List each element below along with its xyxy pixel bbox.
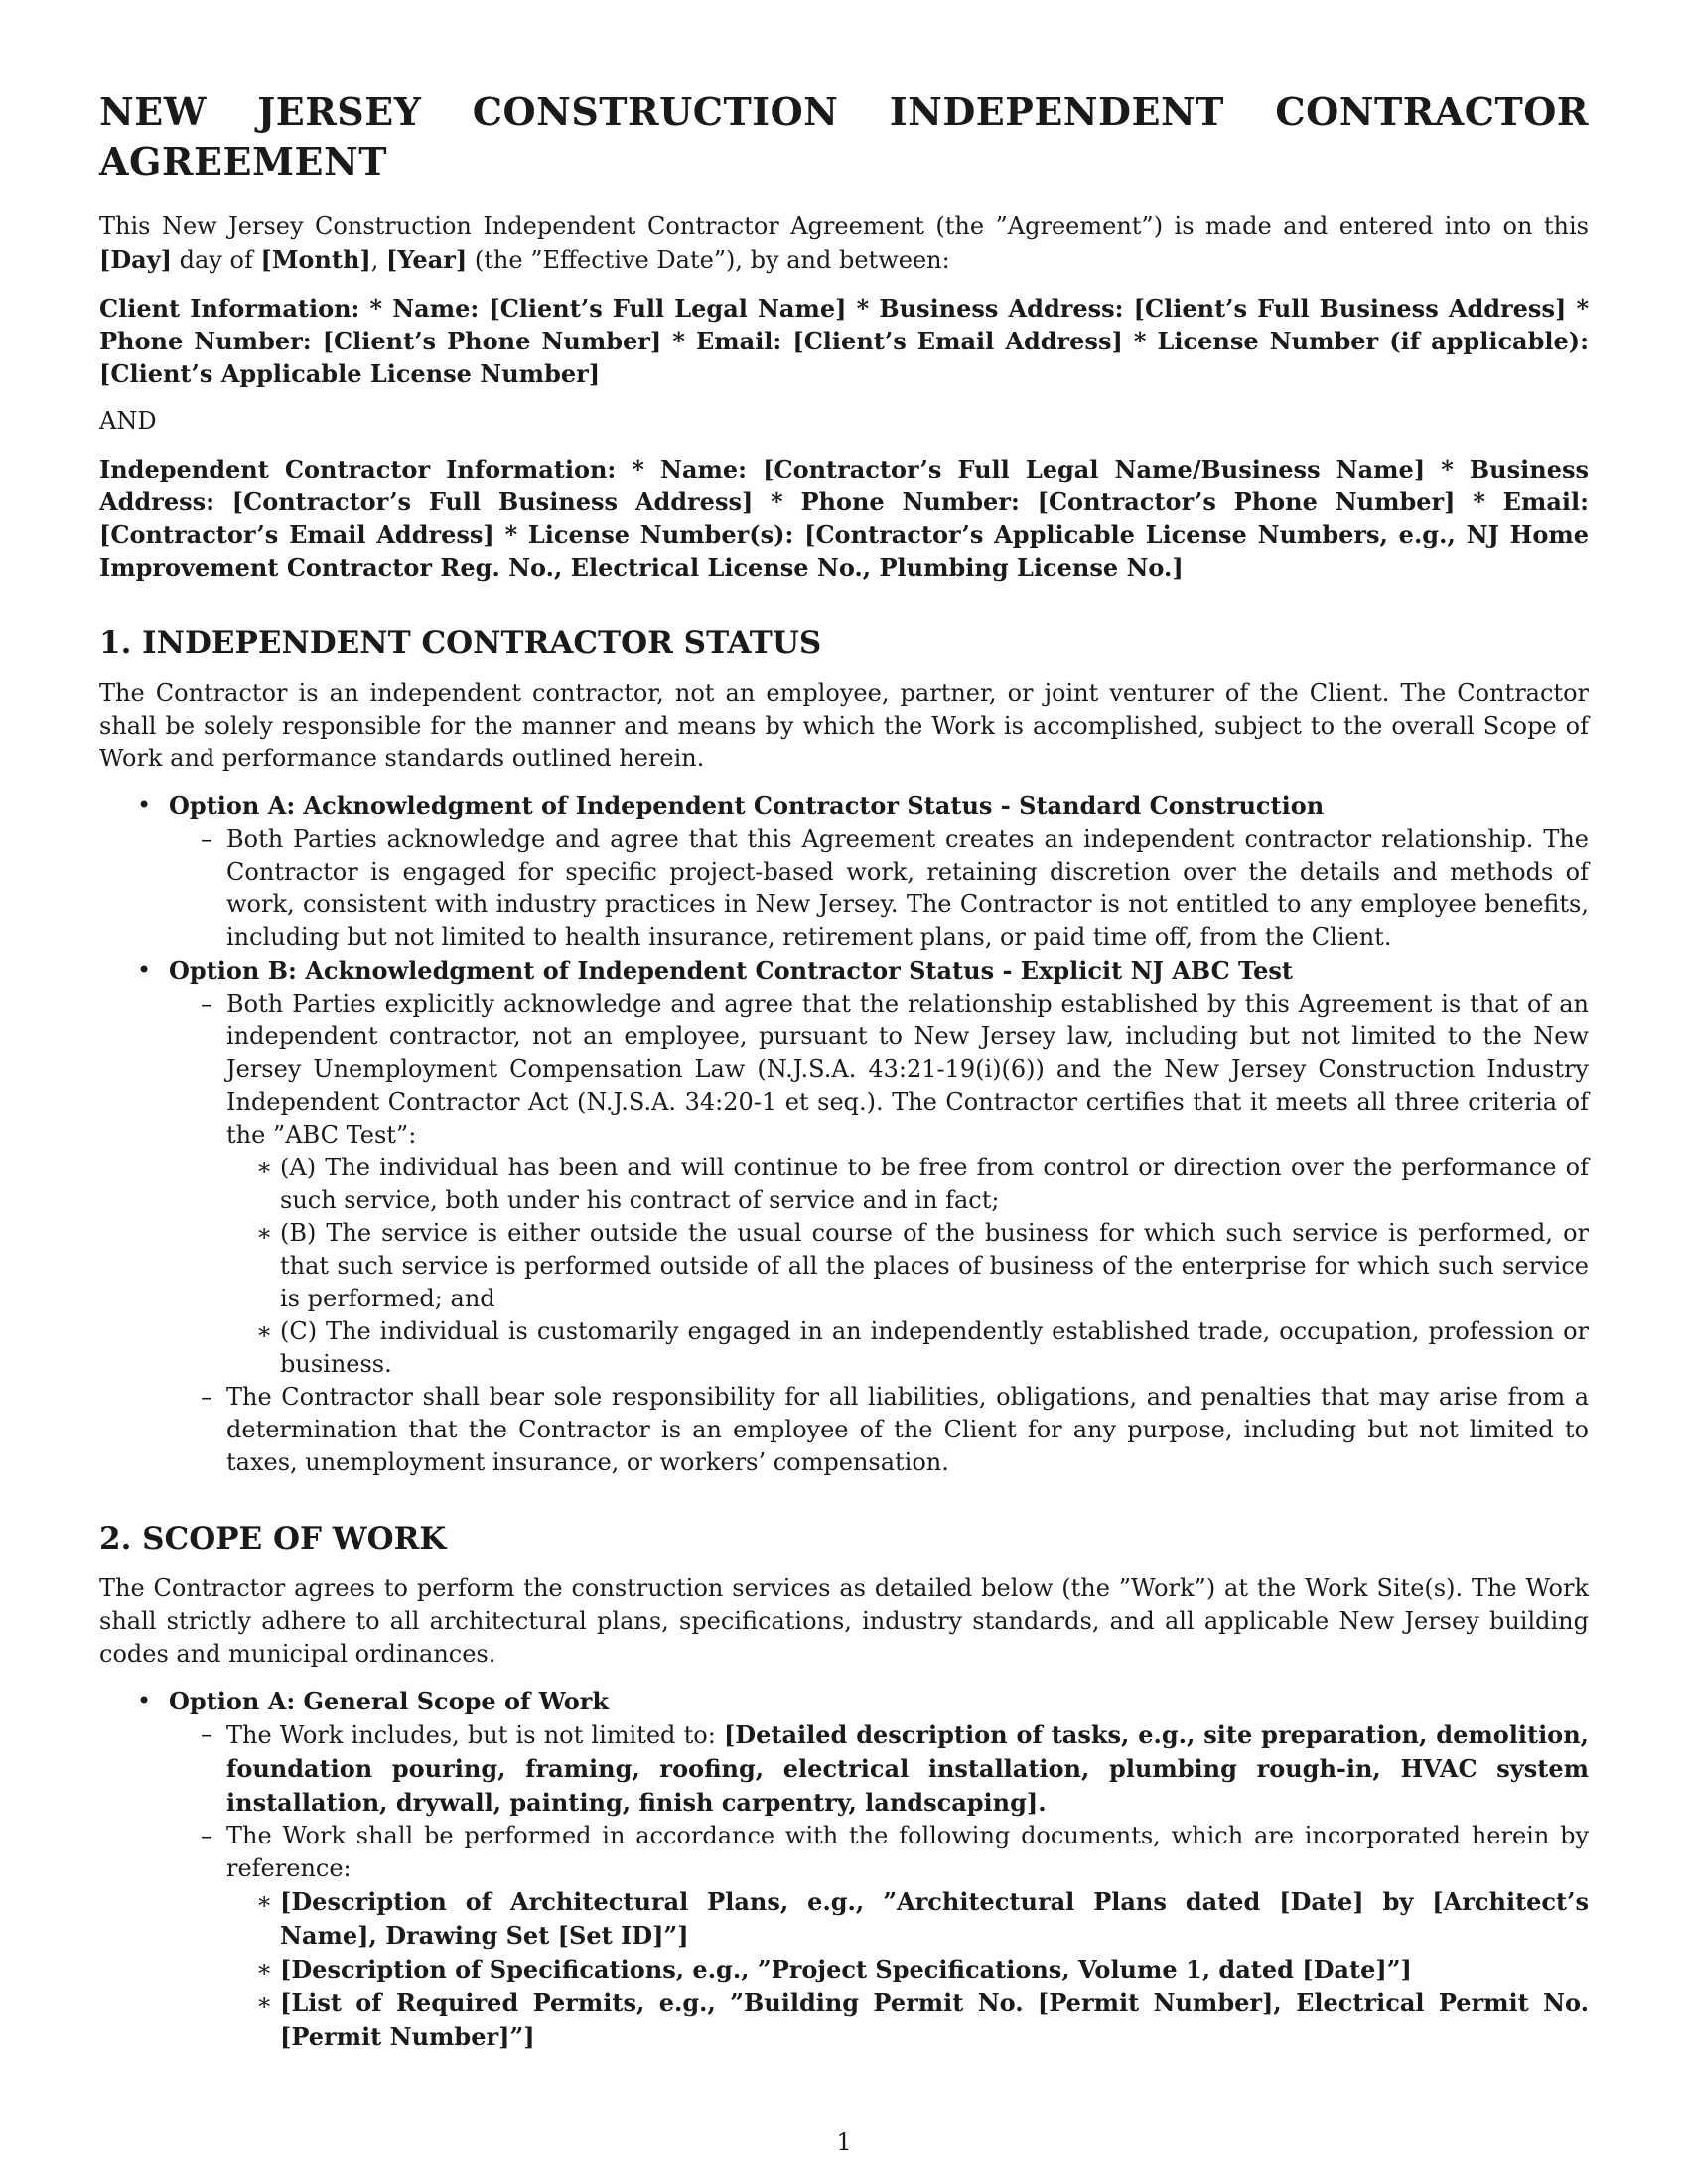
intro-text-1: This New Jersey Construction Independent Contractor Agreement (the ”Agreement”) is made and entered into on this: [99, 212, 1589, 240]
section-1-liability-text: – The Contractor shall bear sole responsibility for all liabilities, obligations, and penalties that may arise from a determination that the Contractor is an employee of the Client for any purpose, including but not limited to taxes, unemployment insurance, or workers’ compensation.: [169, 1381, 1589, 1479]
section-2-option-a-items: [169, 1718, 1589, 2054]
page-number: 1: [836, 2128, 852, 2156]
section-2-options: [99, 1685, 1589, 2054]
scope-document-specifications-text: [Description of Specifications, e.g., ”Project Specifications, Volume 1, dated [Date]”]: [280, 1955, 1412, 1983]
abc-criterion-b: ∗ (B) The service is either outside the usual course of the business for which such service is performed, or that such service is performed outside of all the places of business of the enterprise for which such service is performed; and: [226, 1217, 1589, 1315]
section-1-options: [99, 789, 1589, 1479]
scope-document-permits-text: [List of Required Permits, e.g., ”Building Permit No. [Permit Number], Electrical Permit No. [Permit Number]”]: [280, 1988, 1589, 2051]
abc-test-criteria: [226, 1152, 1589, 1381]
section-1-option-b-text: [169, 988, 1589, 1381]
abc-criterion-c: ∗ (C) The individual is customarily engaged in an independently established trade, occupation, profession or business.: [226, 1315, 1589, 1381]
intro-day: [Day]: [99, 245, 173, 274]
intro-text-4: (the ”Effective Date”), by and between:: [467, 246, 950, 274]
intro-text-3: ,: [370, 246, 387, 274]
section-1-heading: 1. INDEPENDENT CONTRACTOR STATUS: [99, 625, 822, 661]
scope-document-permits: [226, 1986, 1589, 2054]
document-title: NEW JERSEY CONSTRUCTION INDEPENDENT CONTRACTOR AGREEMENT: [99, 89, 1589, 184]
section-2-option-a: [99, 1685, 1589, 2054]
client-information: Client Information: * Name: [Client’s Full Legal Name] * Business Address: [Client’s Full Business Address] * Phone Number: [Client’s Phone Number] * Email: [Client’s Email Address] * License Number (if applicable): [Client’s Applicable License Number]: [99, 294, 1589, 388]
intro-paragraph: [99, 210, 1589, 277]
scope-documents-list: [226, 1885, 1589, 2054]
contractor-information: Independent Contractor Information: * Name: [Contractor’s Full Legal Name/Business Name] * Business Address: [Contractor’s Full Business Address] * Phone Number: [Contractor’s Phone Number] * Email: [Contractor’s Email Address] * License Number(s): [Contractor’s Applicable License Numbers, e.g., NJ Home Improvement Contractor Reg. No., Electrical License No., Plumbing License No.]: [99, 455, 1589, 582]
section-1-option-b-label: Option B: Acknowledgment of Independent Contractor Status - Explicit NJ ABC Test: [169, 956, 1293, 985]
scope-document-specifications: [226, 1953, 1589, 1986]
intro-month: [Month]: [260, 245, 371, 274]
intro-text-2: day of: [172, 246, 261, 274]
intro-year: [Year]: [386, 245, 468, 274]
scope-document-plans-text: [Description of Architectural Plans, e.g., ”Architectural Plans dated [Date] by [Architect’s Name], Drawing Set [Set ID]”]: [280, 1887, 1589, 1950]
section-1-body: The Contractor is an independent contractor, not an employee, partner, or joint venturer of the Client. The Contractor shall be solely responsible for the manner and means by which the Work is accomplished, subject to the overall Scope of Work and performance standards outlined herein.: [99, 679, 1589, 772]
scope-includes-prefix: The Work includes, but is not limited to:: [226, 1721, 724, 1749]
and-separator: AND: [99, 407, 157, 435]
section-1-option-a-label: Option A: Acknowledgment of Independent Contractor Status - Standard Construction: [169, 791, 1325, 820]
section-2-option-a-label: Option A: General Scope of Work: [169, 1687, 610, 1715]
section-1-option-b: [99, 954, 1589, 1479]
section-1-option-a-text: – Both Parties acknowledge and agree that this Agreement creates an independent contractor relationship. The Contractor is engaged for specific project-based work, retaining discretion over the details and methods of work, consistent with industry practices in New Jersey. The Contractor is not entitled to any employee benefits, including but not limited to health insurance, retirement plans, or paid time off, from the Client.: [169, 823, 1589, 954]
scope-document-plans: [226, 1885, 1589, 1953]
abc-test-intro: Both Parties explicitly acknowledge and agree that the relationship established by this Agreement is that of an independent contractor, not an employee, pursuant to New Jersey law, including but not limited to the New Jersey Unemployment Compensation Law (N.J.S.A. 43:21-19(i)(6)) and the New Jersey Construction Industry Independent Contractor Act (N.J.S.A. 34:20-1 et seq.). The Contractor certifies that it meets all three criteria of the ”ABC Test”:: [226, 990, 1589, 1149]
section-2-heading: 2. SCOPE OF WORK: [99, 1521, 447, 1557]
section-1-option-b-items: [169, 988, 1589, 1479]
section-1-option-a-items: [169, 823, 1589, 954]
section-2-body: The Contractor agrees to perform the construction services as detailed below (the ”Work”) at the Work Site(s). The Work shall strictly adhere to all architectural plans, specifications, industry standards, and all applicable New Jersey building codes and municipal ordinances.: [99, 1574, 1589, 1668]
scope-includes: [169, 1718, 1589, 1820]
scope-includes-detail: [Detailed description of tasks, e.g., site preparation, demolition, foundation pouring, framing, roofing, electrical installation, plumbing rough-in, HVAC system installation, drywall, painting, finish carpentry, landscaping].: [226, 1720, 1589, 1817]
scope-documents: [169, 1820, 1589, 2054]
scope-documents-intro: The Work shall be performed in accordance with the following documents, which are incorporated herein by reference:: [226, 1822, 1589, 1882]
abc-criterion-a: ∗ (A) The individual has been and will continue to be free from control or direction over the performance of such service, both under his contract of service and in fact;: [226, 1152, 1589, 1217]
section-1-option-a: [99, 789, 1589, 954]
